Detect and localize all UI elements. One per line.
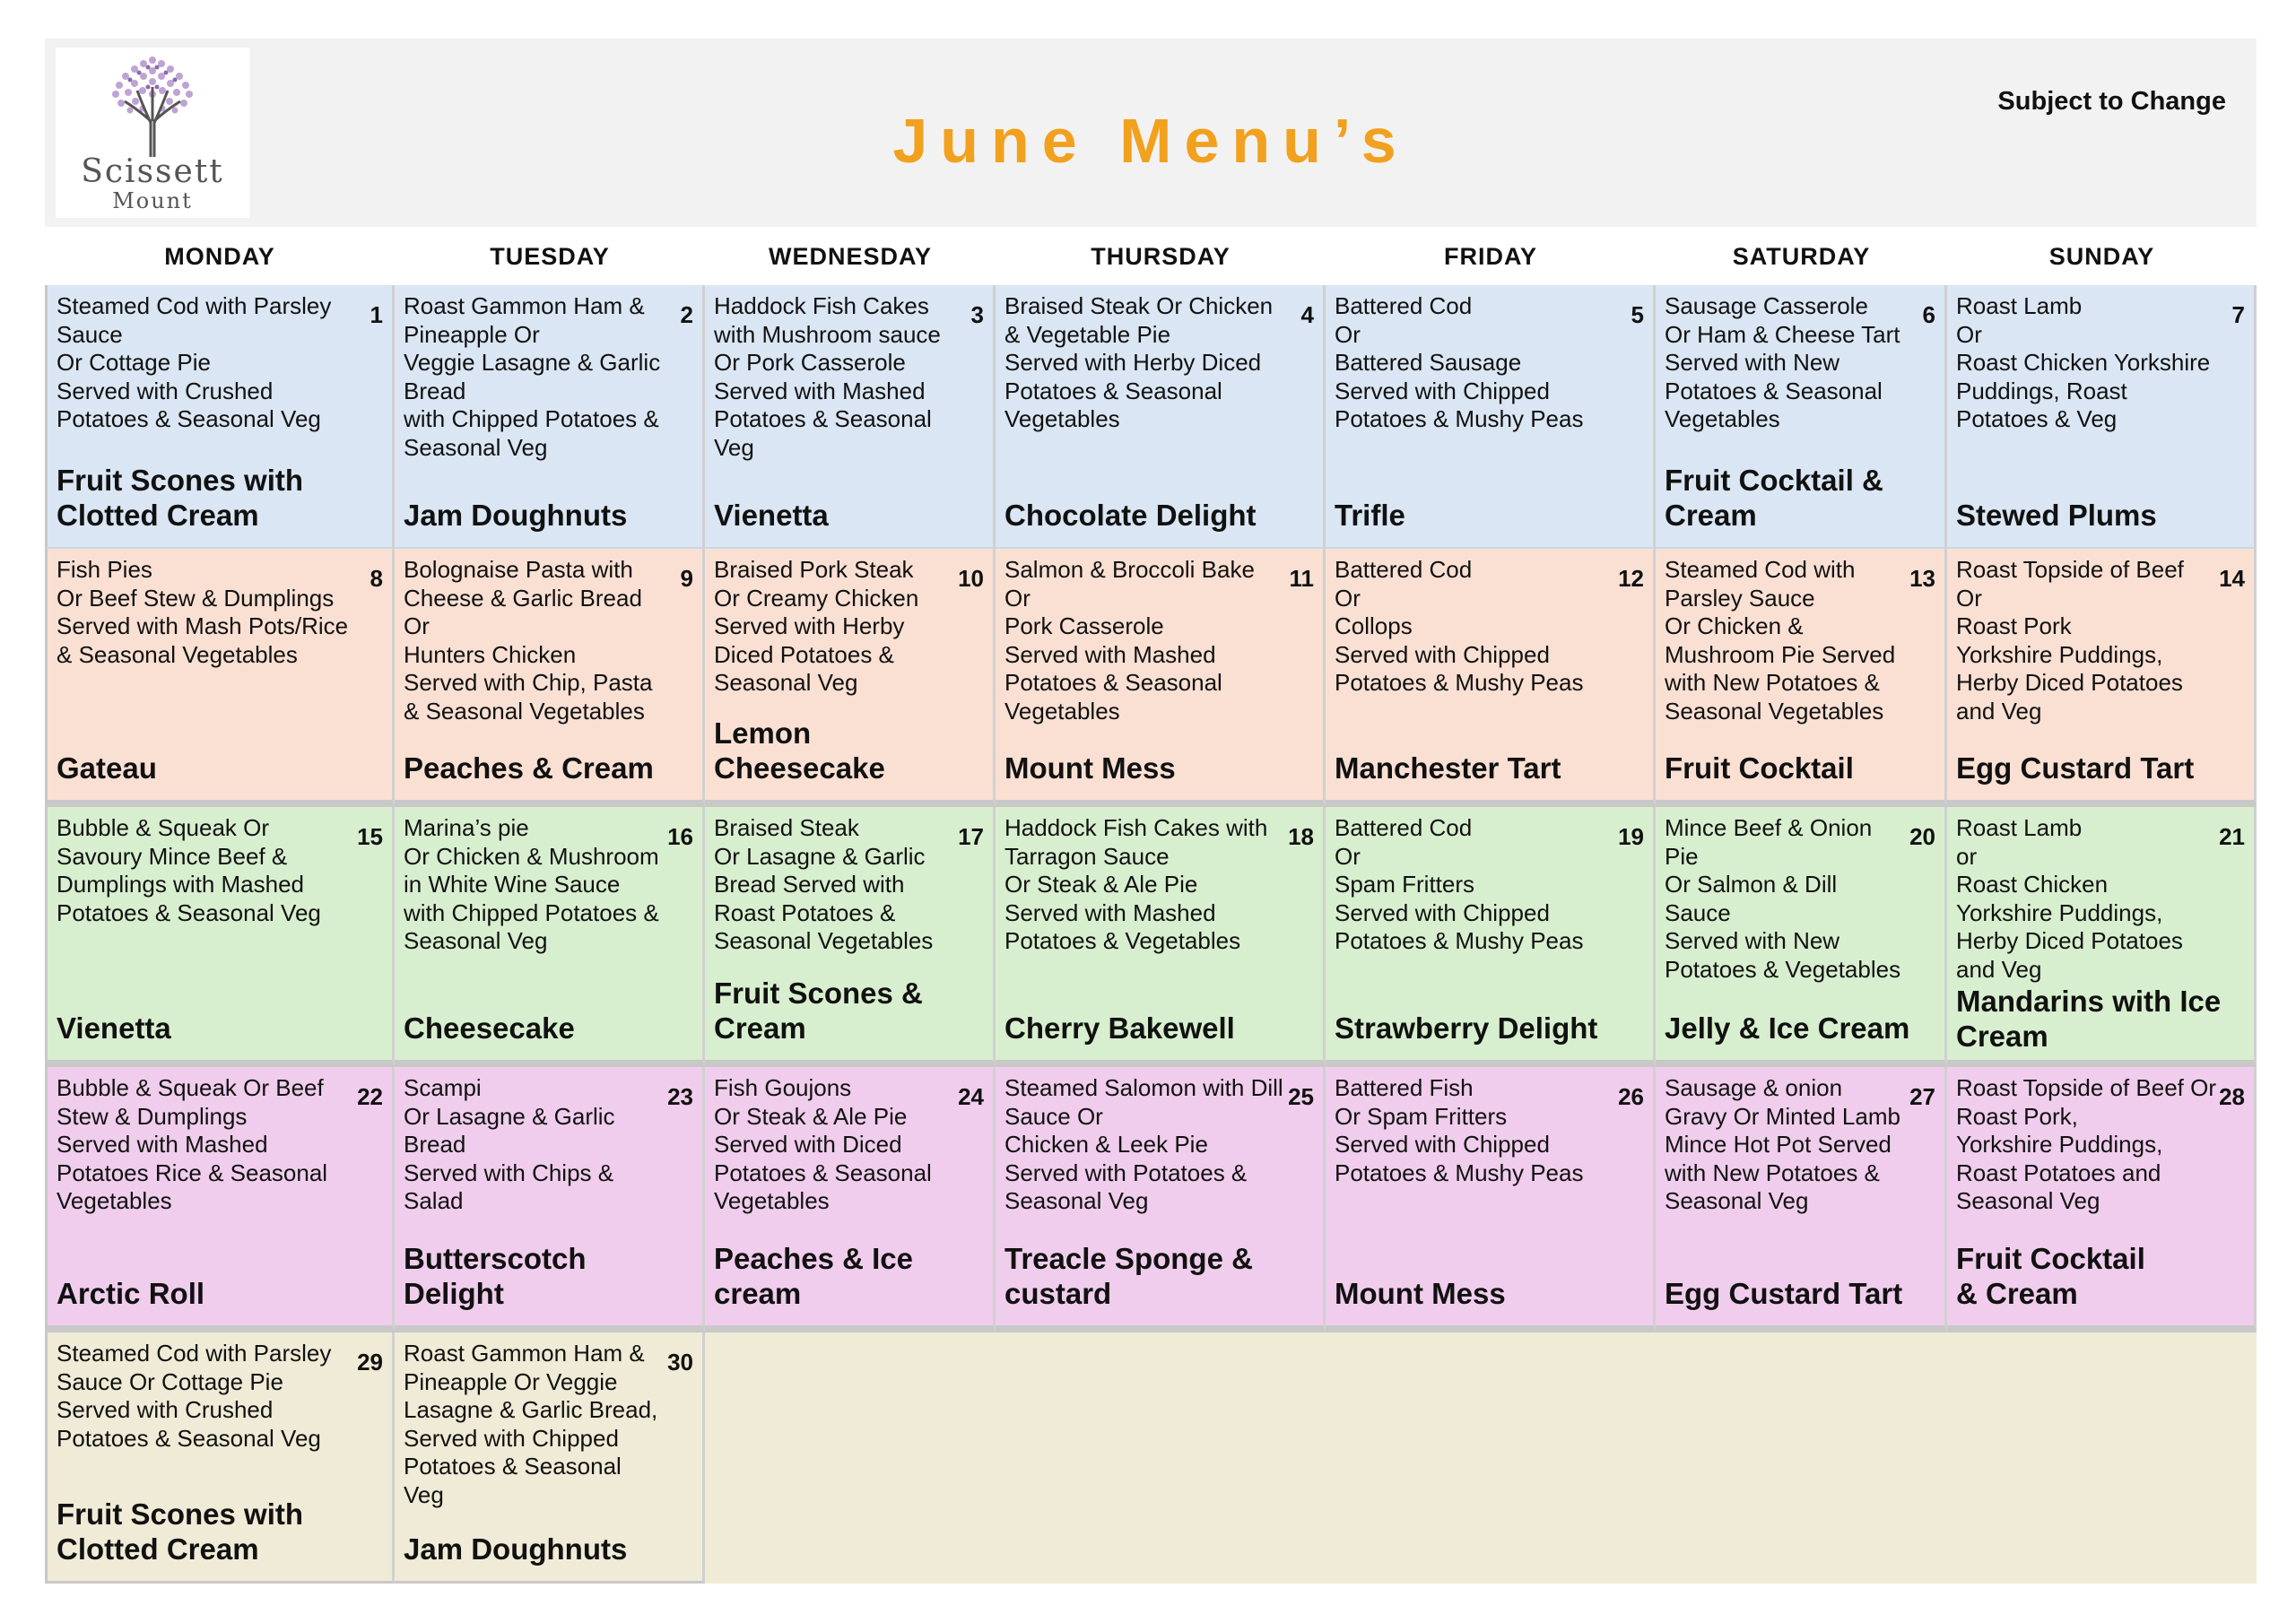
empty-cell [1656,1332,1947,1584]
subject-to-change-notice: Subject to Change [1997,87,2226,116]
day-cell [1656,549,1947,807]
dessert-text: Gateau [57,751,157,785]
main-course-text: Braised Steak Or Chicken & Vegetable Pie Served with Herby Diced Potatoes & Seasonal Vegetables [1004,292,1274,432]
dessert-text: Manchester Tart [1335,751,1561,785]
main-course-text: Steamed Cod with Parsley Sauce Or Cottage Pie Served with Crushed Potatoes & Seasonal Veg [57,1340,332,1452]
dessert-text: Peaches & Ice cream [714,1242,913,1310]
date-number: 9 [680,565,693,592]
date-number: 22 [357,1083,383,1110]
day-header-friday: FRIDAY [1326,228,1656,285]
day-cell [705,807,996,1067]
date-number: 15 [357,823,383,850]
day-cell [395,549,705,807]
dessert-text: Cheesecake [404,1011,575,1045]
main-course-text: Haddock Fish Cakes with Tarragon Sauce Or Steak & Ale Pie Served with Mashed Potatoes & Vegetables [1004,814,1268,954]
day-cell [705,549,996,807]
day-cell [1326,1067,1656,1332]
date-number: 3 [970,301,984,328]
main-course-text: Battered Cod Or Battered Sausage Served with Chipped Potatoes & Mushy Peas [1335,292,1584,432]
day-cell [45,285,395,549]
dessert-text: Cherry Bakewell [1004,1011,1235,1045]
main-course-text: Salmon & Broccoli Bake Or Pork Casserole Served with Mashed Potatoes & Seasonal Vegetables [1004,556,1255,725]
date-number: 30 [667,1349,693,1376]
main-course-text: Battered Cod Or Collops Served with Chipped Potatoes & Mushy Peas [1335,556,1584,696]
dessert-text: Jelly & Ice Cream [1665,1011,1910,1045]
date-number: 17 [958,823,984,850]
date-number: 2 [680,301,693,328]
dessert-text: Treacle Sponge & custard [1004,1242,1253,1310]
day-header-sunday: SUNDAY [1947,228,2257,285]
date-number: 8 [370,565,383,592]
dessert-text: Mount Mess [1335,1277,1506,1310]
date-number: 14 [2219,565,2245,592]
main-course-text: Scampi Or Lasagne & Garlic Bread Served with Chips & Salad [404,1074,615,1214]
date-number: 10 [958,565,984,592]
day-cell [1656,1067,1947,1332]
main-course-text: Sausage & onion Gravy Or Minted Lamb Mince Hot Pot Served with New Potatoes & Seasonal Veg [1665,1074,1900,1214]
date-number: 23 [667,1083,693,1110]
empty-cell [1947,1332,2257,1584]
day-header-saturday: SATURDAY [1656,228,1947,285]
dessert-text: Arctic Roll [57,1277,205,1310]
day-header-thursday: THURSDAY [996,228,1326,285]
day-cell [996,1067,1326,1332]
dessert-text: Strawberry Delight [1335,1011,1598,1045]
date-number: 20 [1909,823,1935,850]
page-title: June Menu’s [892,106,1409,176]
day-cell [996,549,1326,807]
main-course-text: Steamed Cod with Parsley Sauce Or Cottage Pie Served with Crushed Potatoes & Seasonal Veg [57,292,332,432]
dessert-text: Chocolate Delight [1004,499,1257,532]
day-cell [395,285,705,549]
day-cell [395,1067,705,1332]
dessert-text: Lemon Cheesecake [714,716,885,785]
dessert-text: Fruit Cocktail [1665,751,1854,785]
date-number: 6 [1922,301,1935,328]
main-course-text: Roast Gammon Ham & Pineapple Or Veggie Lasagne & Garlic Bread, Served with Chipped Potatoes & Seasonal Veg [404,1340,658,1508]
day-cell [395,807,705,1067]
day-cell [996,285,1326,549]
main-course-text: Bubble & Squeak Or Savoury Mince Beef & Dumplings with Mashed Potatoes & Seasonal Veg [57,814,321,926]
date-number: 12 [1618,565,1644,592]
day-cell [1656,285,1947,549]
day-cell [705,285,996,549]
date-number: 21 [2219,823,2245,850]
date-number: 13 [1909,565,1935,592]
dessert-text: Mandarins with Ice Cream [1956,985,2222,1053]
main-course-text: Fish Goujons Or Steak & Ale Pie Served with Diced Potatoes & Seasonal Vegetables [714,1074,932,1214]
day-cell [1947,1067,2257,1332]
day-header-tuesday: TUESDAY [395,228,705,285]
day-cell [1326,285,1656,549]
dessert-text: Egg Custard Tart [1665,1277,1903,1310]
logo-line-2: Mount [112,188,193,213]
dessert-text: Peaches & Cream [404,751,654,785]
dessert-text: Egg Custard Tart [1956,751,2195,785]
day-cell [395,1332,705,1584]
date-number: 4 [1300,301,1314,328]
date-number: 28 [2219,1083,2245,1110]
day-cell [45,807,395,1067]
main-course-text: Battered Fish Or Spam Fritters Served with Chipped Potatoes & Mushy Peas [1335,1074,1584,1186]
dessert-text: Jam Doughnuts [404,1532,628,1566]
empty-cell [996,1332,1326,1584]
date-number: 19 [1618,823,1644,850]
day-cell [1326,549,1656,807]
date-number: 5 [1631,301,1644,328]
main-course-text: Steamed Salomon with Dill Sauce Or Chicken & Leek Pie Served with Potatoes & Seasonal Veg [1004,1074,1283,1214]
day-cell [1656,807,1947,1067]
dessert-text: Fruit Scones with Clotted Cream [57,464,304,532]
main-course-text: Roast Gammon Ham & Pineapple Or Veggie Lasagne & Garlic Bread with Chipped Potatoes & Seasonal Veg [404,292,661,461]
logo-line-1: Scissett [81,153,224,190]
day-cell [996,807,1326,1067]
dessert-text: Vienetta [714,499,829,532]
day-cell [705,1067,996,1332]
main-course-text: Battered Cod Or Spam Fritters Served with Chipped Potatoes & Mushy Peas [1335,814,1584,954]
main-course-text: Steamed Cod with Parsley Sauce Or Chicken & Mushroom Pie Served with New Potatoes & Seasonal Vegetables [1665,556,1896,725]
date-number: 7 [2231,301,2245,328]
day-cell [45,549,395,807]
empty-cell [705,1332,996,1584]
dessert-text: Trifle [1335,499,1405,532]
main-course-text: Roast Lamb Or Roast Chicken Yorkshire Puddings, Roast Potatoes & Veg [1956,292,2211,432]
dessert-text: Fruit Cocktail & Cream [1956,1242,2145,1310]
main-course-text: Haddock Fish Cakes with Mushroom sauce Or Pork Casserole Served with Mashed Potatoes & Seasonal Veg [714,292,941,461]
main-course-text: Bubble & Squeak Or Beef Stew & Dumplings Served with Mashed Potatoes Rice & Seasonal Vegetables [57,1074,328,1214]
menu-calendar-grid [45,228,2257,1584]
main-course-text: Roast Topside of Beef Or Roast Pork Yorkshire Puddings, Herby Diced Potatoes and Veg [1956,556,2184,725]
dessert-text: Mount Mess [1004,751,1176,785]
dessert-text: Jam Doughnuts [404,499,628,532]
date-number: 11 [1289,565,1314,592]
dessert-text: Vienetta [57,1011,171,1045]
day-header-monday: MONDAY [45,228,395,285]
day-cell [45,1067,395,1332]
day-cell [45,1332,395,1584]
main-course-text: Roast Lamb or Roast Chicken Yorkshire Puddings, Herby Diced Potatoes and Veg [1956,814,2183,983]
main-course-text: Fish Pies Or Beef Stew & Dumplings Served with Mash Pots/Rice & Seasonal Vegetables [57,556,349,668]
date-number: 18 [1288,823,1314,850]
day-cell [1326,807,1656,1067]
main-course-text: Braised Steak Or Lasagne & Garlic Bread Served with Roast Potatoes & Seasonal Vegetables [714,814,934,954]
date-number: 16 [667,823,693,850]
main-course-text: Braised Pork Steak Or Creamy Chicken Served with Herby Diced Potatoes & Seasonal Veg [714,556,919,696]
main-course-text: Marina’s pie Or Chicken & Mushroom in White Wine Sauce with Chipped Potatoes & Seasonal Veg [404,814,659,954]
date-number: 26 [1618,1083,1644,1110]
dessert-text: Fruit Cocktail & Cream [1665,464,1883,532]
main-course-text: Bolognaise Pasta with Cheese & Garlic Bread Or Hunters Chicken Served with Chip, Pasta & Seasonal Vegetables [404,556,653,725]
date-number: 29 [357,1349,383,1376]
date-number: 1 [370,301,383,328]
dessert-text: Stewed Plums [1956,499,2157,532]
day-header-wednesday: WEDNESDAY [705,228,996,285]
dessert-text: Fruit Scones & Cream [714,976,923,1045]
date-number: 25 [1288,1083,1314,1110]
day-cell [1947,807,2257,1067]
day-cell [1947,549,2257,807]
menu-header [45,39,2257,227]
dessert-text: Fruit Scones with Clotted Cream [57,1497,304,1566]
main-course-text: Mince Beef & Onion Pie Or Salmon & Dill Sauce Served with New Potatoes & Vegetables [1665,814,1901,983]
dessert-text: Butterscotch Delight [404,1242,587,1310]
main-course-text: Roast Topside of Beef Or Roast Pork, Yorkshire Puddings, Roast Potatoes and Seasonal Veg [1956,1074,2217,1214]
empty-cell [1326,1332,1656,1584]
day-cell [1947,285,2257,549]
main-course-text: Sausage Casserole Or Ham & Cheese Tart Served with New Potatoes & Seasonal Vegetables [1665,292,1900,432]
date-number: 27 [1909,1083,1935,1110]
date-number: 24 [958,1083,984,1110]
